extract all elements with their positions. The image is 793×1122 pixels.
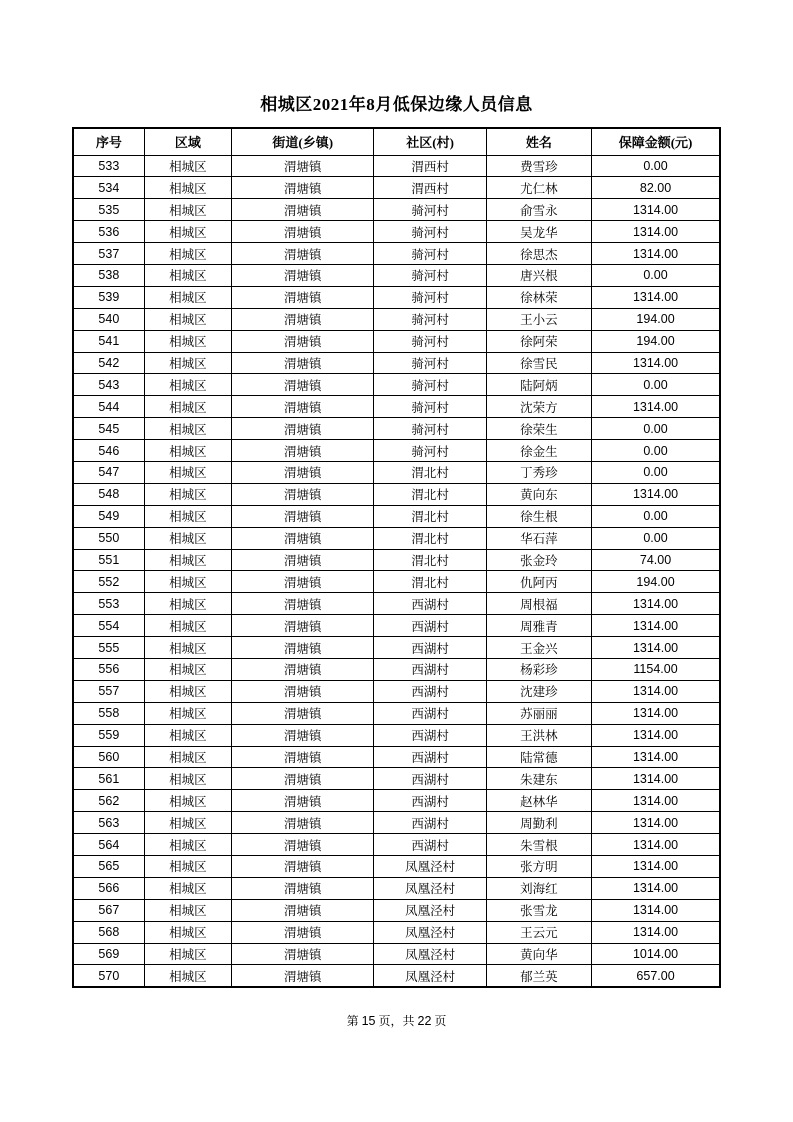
cell-village: 凤凰泾村 — [374, 965, 486, 987]
footer-total-pages: 22 — [417, 1013, 432, 1028]
cell-amount: 1154.00 — [592, 658, 720, 680]
header-village: 社区(村) — [374, 128, 486, 155]
cell-township: 渭塘镇 — [231, 155, 373, 177]
cell-region: 相城区 — [144, 724, 231, 746]
table-row — [73, 943, 720, 965]
table-row — [73, 877, 720, 899]
cell-region: 相城区 — [144, 549, 231, 571]
cell-index: 565 — [73, 856, 144, 878]
cell-index: 563 — [73, 812, 144, 834]
cell-name: 郁兰英 — [486, 965, 591, 987]
cell-name: 苏丽丽 — [486, 702, 591, 724]
cell-region: 相城区 — [144, 221, 231, 243]
cell-village: 西湖村 — [374, 790, 486, 812]
cell-region: 相城区 — [144, 899, 231, 921]
cell-village: 西湖村 — [374, 768, 486, 790]
table-row — [73, 352, 720, 374]
cell-name: 张金玲 — [486, 549, 591, 571]
cell-township: 渭塘镇 — [231, 965, 373, 987]
table-row — [73, 177, 720, 199]
cell-region: 相城区 — [144, 177, 231, 199]
cell-village: 骑河村 — [374, 440, 486, 462]
cell-village: 骑河村 — [374, 221, 486, 243]
cell-township: 渭塘镇 — [231, 680, 373, 702]
cell-region: 相城区 — [144, 527, 231, 549]
cell-amount: 74.00 — [592, 549, 720, 571]
cell-name: 沈荣方 — [486, 396, 591, 418]
header-row — [73, 128, 720, 155]
cell-amount: 194.00 — [592, 330, 720, 352]
cell-index: 536 — [73, 221, 144, 243]
table-row — [73, 593, 720, 615]
cell-index: 547 — [73, 461, 144, 483]
cell-village: 西湖村 — [374, 812, 486, 834]
header-region: 区域 — [144, 128, 231, 155]
cell-village: 骑河村 — [374, 199, 486, 221]
cell-region: 相城区 — [144, 243, 231, 265]
cell-amount: 1314.00 — [592, 877, 720, 899]
footer-page-suffix: 页 — [431, 1013, 447, 1028]
cell-township: 渭塘镇 — [231, 243, 373, 265]
cell-village: 渭西村 — [374, 177, 486, 199]
cell-name: 仇阿丙 — [486, 571, 591, 593]
cell-index: 554 — [73, 615, 144, 637]
cell-region: 相城区 — [144, 746, 231, 768]
cell-amount: 0.00 — [592, 527, 720, 549]
table-row — [73, 724, 720, 746]
cell-index: 535 — [73, 199, 144, 221]
cell-index: 567 — [73, 899, 144, 921]
cell-township: 渭塘镇 — [231, 308, 373, 330]
table-row — [73, 899, 720, 921]
cell-index: 561 — [73, 768, 144, 790]
cell-amount: 1314.00 — [592, 680, 720, 702]
header-name: 姓名 — [486, 128, 591, 155]
table-row — [73, 418, 720, 440]
cell-township: 渭塘镇 — [231, 527, 373, 549]
cell-region: 相城区 — [144, 308, 231, 330]
cell-region: 相城区 — [144, 637, 231, 659]
cell-amount: 1314.00 — [592, 593, 720, 615]
cell-name: 吴龙华 — [486, 221, 591, 243]
table-row — [73, 768, 720, 790]
cell-name: 费雪珍 — [486, 155, 591, 177]
cell-amount: 194.00 — [592, 571, 720, 593]
table-row — [73, 856, 720, 878]
cell-region: 相城区 — [144, 461, 231, 483]
cell-township: 渭塘镇 — [231, 264, 373, 286]
cell-village: 西湖村 — [374, 702, 486, 724]
cell-name: 赵林华 — [486, 790, 591, 812]
cell-village: 渭北村 — [374, 527, 486, 549]
cell-name: 王云元 — [486, 921, 591, 943]
footer-page-middle: 页，共 — [375, 1013, 418, 1028]
cell-region: 相城区 — [144, 943, 231, 965]
cell-region: 相城区 — [144, 593, 231, 615]
cell-village: 西湖村 — [374, 658, 486, 680]
table-row — [73, 440, 720, 462]
cell-village: 西湖村 — [374, 724, 486, 746]
cell-amount: 1314.00 — [592, 396, 720, 418]
cell-village: 凤凰泾村 — [374, 856, 486, 878]
cell-region: 相城区 — [144, 264, 231, 286]
cell-name: 华石萍 — [486, 527, 591, 549]
cell-township: 渭塘镇 — [231, 221, 373, 243]
cell-name: 丁秀珍 — [486, 461, 591, 483]
cell-region: 相城区 — [144, 483, 231, 505]
cell-name: 唐兴根 — [486, 264, 591, 286]
cell-index: 551 — [73, 549, 144, 571]
cell-region: 相城区 — [144, 505, 231, 527]
cell-index: 553 — [73, 593, 144, 615]
cell-village: 骑河村 — [374, 286, 486, 308]
cell-township: 渭塘镇 — [231, 549, 373, 571]
table-row — [73, 702, 720, 724]
cell-name: 朱雪根 — [486, 834, 591, 856]
cell-index: 541 — [73, 330, 144, 352]
cell-amount: 1314.00 — [592, 899, 720, 921]
page-footer — [0, 1014, 793, 1028]
header-amount: 保障金额(元) — [592, 128, 720, 155]
cell-name: 张雪龙 — [486, 899, 591, 921]
cell-township: 渭塘镇 — [231, 658, 373, 680]
cell-name: 陆阿炳 — [486, 374, 591, 396]
cell-amount: 82.00 — [592, 177, 720, 199]
cell-amount: 0.00 — [592, 155, 720, 177]
table-row — [73, 637, 720, 659]
cell-village: 渭北村 — [374, 505, 486, 527]
table-row — [73, 286, 720, 308]
cell-amount: 0.00 — [592, 374, 720, 396]
cell-region: 相城区 — [144, 834, 231, 856]
cell-index: 570 — [73, 965, 144, 987]
cell-village: 骑河村 — [374, 308, 486, 330]
cell-region: 相城区 — [144, 680, 231, 702]
cell-index: 534 — [73, 177, 144, 199]
cell-village: 凤凰泾村 — [374, 943, 486, 965]
cell-township: 渭塘镇 — [231, 440, 373, 462]
cell-index: 546 — [73, 440, 144, 462]
table-row — [73, 396, 720, 418]
cell-index: 566 — [73, 877, 144, 899]
cell-region: 相城区 — [144, 658, 231, 680]
cell-amount: 194.00 — [592, 308, 720, 330]
cell-village: 骑河村 — [374, 243, 486, 265]
cell-amount: 1314.00 — [592, 834, 720, 856]
cell-name: 周雅青 — [486, 615, 591, 637]
cell-village: 骑河村 — [374, 264, 486, 286]
cell-index: 564 — [73, 834, 144, 856]
cell-village: 西湖村 — [374, 680, 486, 702]
cell-township: 渭塘镇 — [231, 352, 373, 374]
table-row — [73, 549, 720, 571]
table-row — [73, 243, 720, 265]
cell-name: 周根福 — [486, 593, 591, 615]
cell-index: 569 — [73, 943, 144, 965]
cell-region: 相城区 — [144, 768, 231, 790]
benefits-table — [72, 127, 721, 988]
cell-township: 渭塘镇 — [231, 286, 373, 308]
cell-name: 朱建东 — [486, 768, 591, 790]
cell-amount: 1314.00 — [592, 243, 720, 265]
cell-village: 骑河村 — [374, 418, 486, 440]
cell-village: 骑河村 — [374, 330, 486, 352]
cell-village: 西湖村 — [374, 615, 486, 637]
cell-region: 相城区 — [144, 155, 231, 177]
cell-name: 王小云 — [486, 308, 591, 330]
cell-township: 渭塘镇 — [231, 374, 373, 396]
cell-amount: 0.00 — [592, 440, 720, 462]
cell-name: 刘海红 — [486, 877, 591, 899]
table-row — [73, 221, 720, 243]
cell-amount: 1314.00 — [592, 812, 720, 834]
cell-region: 相城区 — [144, 418, 231, 440]
cell-region: 相城区 — [144, 877, 231, 899]
cell-index: 540 — [73, 308, 144, 330]
cell-name: 徐生根 — [486, 505, 591, 527]
cell-township: 渭塘镇 — [231, 768, 373, 790]
cell-amount: 1314.00 — [592, 724, 720, 746]
cell-township: 渭塘镇 — [231, 724, 373, 746]
cell-village: 骑河村 — [374, 396, 486, 418]
cell-village: 渭北村 — [374, 571, 486, 593]
cell-region: 相城区 — [144, 702, 231, 724]
table-row — [73, 199, 720, 221]
cell-region: 相城区 — [144, 440, 231, 462]
cell-township: 渭塘镇 — [231, 856, 373, 878]
cell-amount: 1314.00 — [592, 221, 720, 243]
cell-township: 渭塘镇 — [231, 812, 373, 834]
cell-amount: 1314.00 — [592, 352, 720, 374]
table-row — [73, 834, 720, 856]
cell-name: 沈建珍 — [486, 680, 591, 702]
cell-index: 548 — [73, 483, 144, 505]
cell-amount: 0.00 — [592, 461, 720, 483]
table-row — [73, 155, 720, 177]
cell-name: 杨彩珍 — [486, 658, 591, 680]
cell-township: 渭塘镇 — [231, 199, 373, 221]
cell-index: 538 — [73, 264, 144, 286]
cell-index: 568 — [73, 921, 144, 943]
cell-township: 渭塘镇 — [231, 899, 373, 921]
table-row — [73, 527, 720, 549]
cell-amount: 1314.00 — [592, 746, 720, 768]
page-title: 相城区2021年8月低保边缘人员信息 — [260, 95, 533, 114]
table-row — [73, 461, 720, 483]
cell-name: 张方明 — [486, 856, 591, 878]
table-row — [73, 374, 720, 396]
cell-region: 相城区 — [144, 790, 231, 812]
cell-township: 渭塘镇 — [231, 637, 373, 659]
cell-name: 王金兴 — [486, 637, 591, 659]
cell-index: 549 — [73, 505, 144, 527]
table-row — [73, 680, 720, 702]
cell-township: 渭塘镇 — [231, 593, 373, 615]
cell-township: 渭塘镇 — [231, 483, 373, 505]
cell-village: 渭北村 — [374, 549, 486, 571]
cell-village: 渭西村 — [374, 155, 486, 177]
table-row — [73, 921, 720, 943]
cell-township: 渭塘镇 — [231, 790, 373, 812]
cell-name: 黄向华 — [486, 943, 591, 965]
table-body — [73, 155, 720, 987]
table-row — [73, 658, 720, 680]
cell-township: 渭塘镇 — [231, 702, 373, 724]
header-index: 序号 — [73, 128, 144, 155]
cell-village: 凤凰泾村 — [374, 899, 486, 921]
table-row — [73, 812, 720, 834]
cell-amount: 1314.00 — [592, 199, 720, 221]
cell-amount: 657.00 — [592, 965, 720, 987]
cell-index: 542 — [73, 352, 144, 374]
cell-village: 西湖村 — [374, 746, 486, 768]
cell-amount: 1314.00 — [592, 768, 720, 790]
cell-village: 渭北村 — [374, 483, 486, 505]
cell-amount: 0.00 — [592, 264, 720, 286]
cell-name: 陆常德 — [486, 746, 591, 768]
cell-village: 凤凰泾村 — [374, 921, 486, 943]
cell-index: 550 — [73, 527, 144, 549]
cell-village: 骑河村 — [374, 374, 486, 396]
table-row — [73, 615, 720, 637]
cell-index: 556 — [73, 658, 144, 680]
header-township: 街道(乡镇) — [231, 128, 373, 155]
table-row — [73, 965, 720, 987]
cell-village: 西湖村 — [374, 834, 486, 856]
table-row — [73, 308, 720, 330]
cell-village: 西湖村 — [374, 637, 486, 659]
cell-region: 相城区 — [144, 396, 231, 418]
cell-region: 相城区 — [144, 965, 231, 987]
cell-village: 西湖村 — [374, 593, 486, 615]
table-row — [73, 264, 720, 286]
cell-name: 徐阿荣 — [486, 330, 591, 352]
cell-index: 557 — [73, 680, 144, 702]
cell-amount: 1314.00 — [592, 790, 720, 812]
cell-township: 渭塘镇 — [231, 746, 373, 768]
cell-township: 渭塘镇 — [231, 330, 373, 352]
cell-village: 渭北村 — [374, 461, 486, 483]
table-row — [73, 505, 720, 527]
cell-index: 533 — [73, 155, 144, 177]
cell-region: 相城区 — [144, 330, 231, 352]
cell-township: 渭塘镇 — [231, 834, 373, 856]
cell-amount: 0.00 — [592, 505, 720, 527]
cell-amount: 1314.00 — [592, 286, 720, 308]
cell-region: 相城区 — [144, 286, 231, 308]
table-row — [73, 790, 720, 812]
cell-amount: 1314.00 — [592, 702, 720, 724]
cell-township: 渭塘镇 — [231, 418, 373, 440]
cell-region: 相城区 — [144, 199, 231, 221]
cell-region: 相城区 — [144, 571, 231, 593]
footer-current-page: 15 — [361, 1013, 376, 1028]
cell-index: 543 — [73, 374, 144, 396]
cell-amount: 1014.00 — [592, 943, 720, 965]
cell-name: 尤仁林 — [486, 177, 591, 199]
cell-township: 渭塘镇 — [231, 615, 373, 637]
cell-index: 537 — [73, 243, 144, 265]
cell-township: 渭塘镇 — [231, 921, 373, 943]
cell-name: 徐金生 — [486, 440, 591, 462]
cell-name: 俞雪永 — [486, 199, 591, 221]
cell-village: 凤凰泾村 — [374, 877, 486, 899]
cell-index: 552 — [73, 571, 144, 593]
cell-index: 559 — [73, 724, 144, 746]
cell-village: 骑河村 — [374, 352, 486, 374]
cell-township: 渭塘镇 — [231, 571, 373, 593]
cell-index: 539 — [73, 286, 144, 308]
table-row — [73, 483, 720, 505]
cell-name: 王洪林 — [486, 724, 591, 746]
cell-amount: 1314.00 — [592, 615, 720, 637]
table-row — [73, 330, 720, 352]
cell-index: 544 — [73, 396, 144, 418]
cell-name: 周勤利 — [486, 812, 591, 834]
cell-amount: 1314.00 — [592, 921, 720, 943]
cell-index: 555 — [73, 637, 144, 659]
cell-index: 560 — [73, 746, 144, 768]
cell-region: 相城区 — [144, 374, 231, 396]
cell-amount: 1314.00 — [592, 637, 720, 659]
cell-township: 渭塘镇 — [231, 943, 373, 965]
cell-amount: 1314.00 — [592, 483, 720, 505]
cell-amount: 1314.00 — [592, 856, 720, 878]
cell-amount: 0.00 — [592, 418, 720, 440]
footer-page-prefix: 第 — [346, 1013, 362, 1028]
cell-township: 渭塘镇 — [231, 505, 373, 527]
cell-township: 渭塘镇 — [231, 877, 373, 899]
table-row — [73, 746, 720, 768]
cell-name: 徐思杰 — [486, 243, 591, 265]
cell-region: 相城区 — [144, 856, 231, 878]
cell-index: 558 — [73, 702, 144, 724]
cell-township: 渭塘镇 — [231, 461, 373, 483]
cell-name: 徐林荣 — [486, 286, 591, 308]
cell-name: 徐雪民 — [486, 352, 591, 374]
cell-township: 渭塘镇 — [231, 177, 373, 199]
cell-index: 545 — [73, 418, 144, 440]
cell-name: 徐荣生 — [486, 418, 591, 440]
cell-region: 相城区 — [144, 812, 231, 834]
cell-region: 相城区 — [144, 352, 231, 374]
table-row — [73, 571, 720, 593]
cell-region: 相城区 — [144, 921, 231, 943]
cell-index: 562 — [73, 790, 144, 812]
cell-township: 渭塘镇 — [231, 396, 373, 418]
cell-name: 黄向东 — [486, 483, 591, 505]
cell-region: 相城区 — [144, 615, 231, 637]
